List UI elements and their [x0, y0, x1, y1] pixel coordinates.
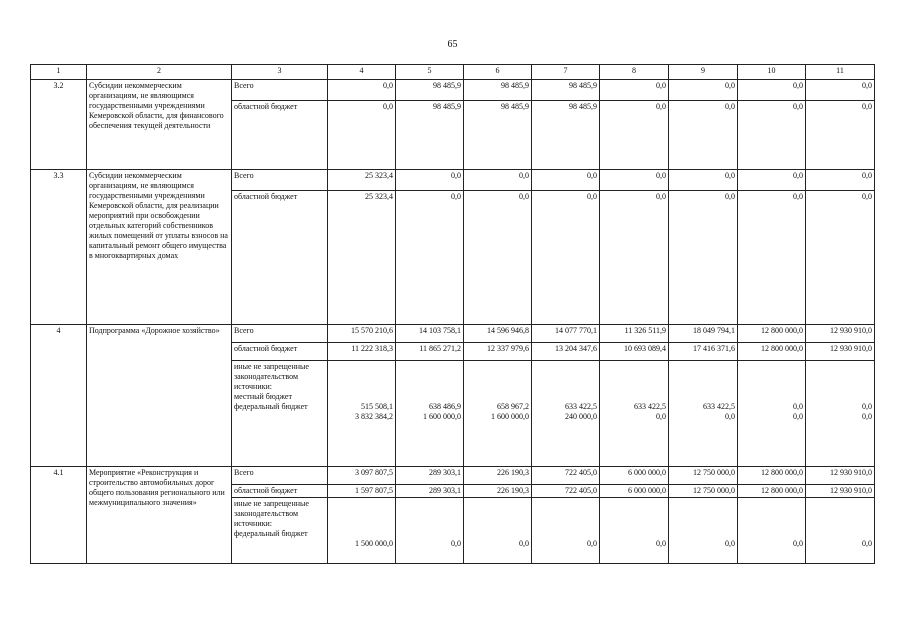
federal-budget-label: федеральный бюджет — [234, 402, 308, 411]
value-cell: 0,0 — [464, 170, 532, 191]
value-cell: 25 323,4 — [328, 191, 396, 325]
value-cell: 289 303,1 — [396, 467, 464, 485]
value-cell: 12 930 910,0 — [806, 485, 875, 498]
value-cell: 15 570 210,6 — [328, 325, 396, 343]
federal-value: 1 500 000,0 — [355, 539, 393, 548]
value-cell: 0,0 — [669, 101, 738, 170]
value-cell: 722 405,0 — [532, 485, 600, 498]
value-cell: 0,0 — [806, 191, 875, 325]
federal-value: 3 832 384,2 — [355, 412, 393, 421]
other-sources-label: иные не запрещенные законодательством источники: — [234, 499, 309, 528]
value-cell: 0,0 — [396, 170, 464, 191]
row-name: Субсидии некоммерческим организациям, не являющимся государственными учреждениями Кемеровской области, для финансового обеспечения текущей деятельности — [87, 80, 232, 170]
header-cell: 1 — [31, 65, 87, 80]
row-number: 4 — [31, 325, 87, 467]
value-cell — [328, 361, 396, 467]
local-value: 633 422,5 — [565, 402, 597, 411]
source-cell: Всего — [232, 467, 328, 485]
header-cell: 11 — [806, 65, 875, 80]
source-cell — [232, 361, 328, 467]
value-cell: 12 800 000,0 — [738, 485, 806, 498]
source-cell: областной бюджет — [232, 343, 328, 361]
value-cell: 98 485,9 — [464, 80, 532, 101]
value-cell: 98 485,9 — [464, 101, 532, 170]
federal-value: 0,0 — [656, 412, 666, 421]
value-cell: 12 800 000,0 — [738, 343, 806, 361]
value-cell: 17 416 371,6 — [669, 343, 738, 361]
value-cell — [328, 498, 396, 564]
federal-value: 0,0 — [725, 539, 735, 548]
value-cell: 14 103 758,1 — [396, 325, 464, 343]
value-cell: 12 930 910,0 — [806, 343, 875, 361]
local-value: 633 422,5 — [634, 402, 666, 411]
value-cell — [669, 361, 738, 467]
value-cell — [600, 498, 669, 564]
value-cell: 13 204 347,6 — [532, 343, 600, 361]
value-cell: 0,0 — [600, 191, 669, 325]
federal-value: 0,0 — [587, 539, 597, 548]
value-cell: 98 485,9 — [396, 80, 464, 101]
row-name: Мероприятие «Реконструкция и строительство автомобильных дорог общего пользования регионального или межмуниципального значения» — [87, 467, 232, 564]
value-cell: 0,0 — [532, 170, 600, 191]
header-cell: 8 — [600, 65, 669, 80]
value-cell: 12 750 000,0 — [669, 467, 738, 485]
value-cell: 0,0 — [669, 170, 738, 191]
value-cell — [806, 498, 875, 564]
federal-value: 0,0 — [862, 539, 872, 548]
value-cell: 12 800 000,0 — [738, 467, 806, 485]
budget-table — [30, 64, 875, 564]
federal-value: 1 600 000,0 — [423, 412, 461, 421]
federal-value: 0,0 — [793, 412, 803, 421]
table-row — [31, 170, 875, 191]
local-value: 515 508,1 — [361, 402, 393, 411]
value-cell: 0,0 — [669, 80, 738, 101]
value-cell: 0,0 — [669, 191, 738, 325]
value-cell: 98 485,9 — [532, 80, 600, 101]
source-cell: Всего — [232, 170, 328, 191]
value-cell — [806, 361, 875, 467]
value-cell: 0,0 — [738, 101, 806, 170]
value-cell — [464, 361, 532, 467]
value-cell: 12 750 000,0 — [669, 485, 738, 498]
value-cell: 0,0 — [532, 191, 600, 325]
local-value: 658 967,2 — [497, 402, 529, 411]
source-cell: областной бюджет — [232, 101, 328, 170]
value-cell: 0,0 — [806, 101, 875, 170]
row-name: Подпрограмма «Дорожное хозяйство» — [87, 325, 232, 467]
federal-value: 0,0 — [656, 539, 666, 548]
row-number: 3.2 — [31, 80, 87, 170]
source-cell: областной бюджет — [232, 485, 328, 498]
value-cell: 0,0 — [396, 191, 464, 325]
value-cell: 18 049 794,1 — [669, 325, 738, 343]
table-row — [31, 80, 875, 101]
value-cell: 3 097 807,5 — [328, 467, 396, 485]
value-cell: 226 190,3 — [464, 485, 532, 498]
value-cell: 12 930 910,0 — [806, 467, 875, 485]
source-cell: Всего — [232, 80, 328, 101]
value-cell: 6 000 000,0 — [600, 485, 669, 498]
value-cell: 12 930 910,0 — [806, 325, 875, 343]
value-cell: 25 323,4 — [328, 170, 396, 191]
header-cell: 2 — [87, 65, 232, 80]
header-cell: 9 — [669, 65, 738, 80]
value-cell: 6 000 000,0 — [600, 467, 669, 485]
header-cell: 7 — [532, 65, 600, 80]
value-cell: 11 326 511,9 — [600, 325, 669, 343]
federal-value: 0,0 — [862, 412, 872, 421]
local-value: 638 486,9 — [429, 402, 461, 411]
header-cell: 6 — [464, 65, 532, 80]
federal-value: 0,0 — [793, 539, 803, 548]
value-cell — [738, 361, 806, 467]
other-sources-label: иные не запрещенные законодательством источники: — [234, 362, 309, 391]
value-cell — [600, 361, 669, 467]
value-cell: 0,0 — [328, 101, 396, 170]
value-cell — [532, 498, 600, 564]
value-cell: 98 485,9 — [532, 101, 600, 170]
page-number: 65 — [447, 39, 458, 50]
local-value: 0,0 — [862, 402, 872, 411]
federal-value: 0,0 — [519, 539, 529, 548]
row-number: 4.1 — [31, 467, 87, 564]
local-value: 633 422,5 — [703, 402, 735, 411]
source-cell — [232, 498, 328, 564]
value-cell: 0,0 — [806, 170, 875, 191]
value-cell: 14 077 770,1 — [532, 325, 600, 343]
value-cell: 11 865 271,2 — [396, 343, 464, 361]
value-cell: 0,0 — [464, 191, 532, 325]
value-cell: 0,0 — [600, 101, 669, 170]
federal-budget-label: федеральный бюджет — [234, 529, 308, 538]
value-cell: 10 693 089,4 — [600, 343, 669, 361]
value-cell: 0,0 — [738, 191, 806, 325]
value-cell — [532, 361, 600, 467]
local-value: 0,0 — [793, 402, 803, 411]
value-cell: 12 800 000,0 — [738, 325, 806, 343]
source-cell: Всего — [232, 325, 328, 343]
value-cell: 0,0 — [806, 80, 875, 101]
table-row — [31, 467, 875, 485]
value-cell: 722 405,0 — [532, 467, 600, 485]
value-cell: 0,0 — [600, 170, 669, 191]
federal-value: 1 600 000,0 — [491, 412, 529, 421]
local-budget-label: местный бюджет — [234, 392, 292, 401]
value-cell — [669, 498, 738, 564]
value-cell — [396, 498, 464, 564]
value-cell: 1 597 807,5 — [328, 485, 396, 498]
value-cell: 12 337 979,6 — [464, 343, 532, 361]
value-cell: 98 485,9 — [396, 101, 464, 170]
header-cell: 5 — [396, 65, 464, 80]
value-cell — [464, 498, 532, 564]
value-cell — [738, 498, 806, 564]
value-cell: 289 303,1 — [396, 485, 464, 498]
row-name: Субсидии некоммерческим организациям, не являющимся государственными учреждениями Кемеровской области, для реализации мероприятий при освобождении отдельных категорий собственников жилых помещений от уплаты взносов на капитальный ремонт общего имущества в многоквартирных домах — [87, 170, 232, 325]
header-row — [31, 65, 875, 80]
header-cell: 4 — [328, 65, 396, 80]
source-cell: областной бюджет — [232, 191, 328, 325]
value-cell: 226 190,3 — [464, 467, 532, 485]
federal-value: 0,0 — [725, 412, 735, 421]
value-cell: 0,0 — [738, 80, 806, 101]
value-cell: 14 596 946,8 — [464, 325, 532, 343]
federal-value: 0,0 — [451, 539, 461, 548]
value-cell: 0,0 — [328, 80, 396, 101]
federal-value: 240 000,0 — [565, 412, 597, 421]
value-cell: 0,0 — [600, 80, 669, 101]
value-cell: 0,0 — [738, 170, 806, 191]
row-number: 3.3 — [31, 170, 87, 325]
header-cell: 3 — [232, 65, 328, 80]
value-cell: 11 222 318,3 — [328, 343, 396, 361]
table-row — [31, 325, 875, 343]
header-cell: 10 — [738, 65, 806, 80]
value-cell — [396, 361, 464, 467]
